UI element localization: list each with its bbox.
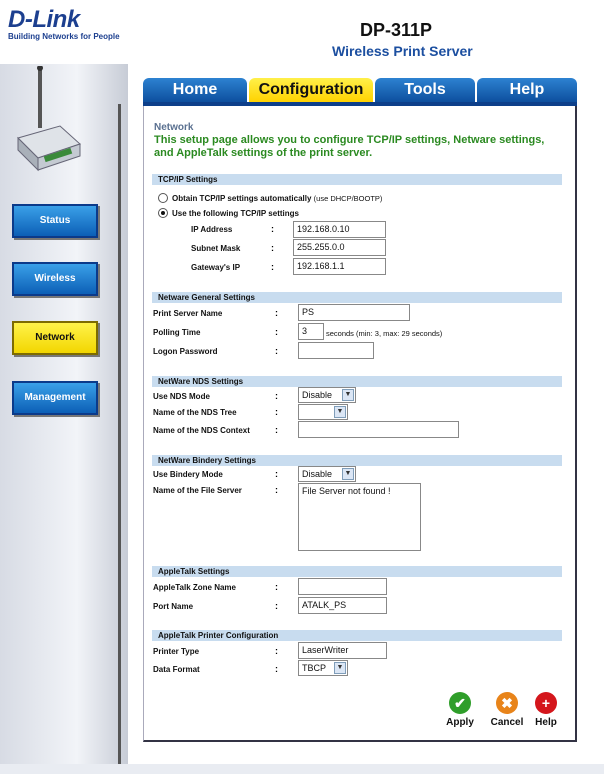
bindery-section-header: NetWare Bindery Settings <box>152 455 562 466</box>
zone-name-label: AppleTalk Zone Name <box>153 583 236 592</box>
printer-section-header: AppleTalk Printer Configuration <box>152 630 562 641</box>
ip-address-input[interactable]: 192.168.0.10 <box>293 221 386 238</box>
page-header <box>0 0 604 64</box>
print-server-name-label: Print Server Name <box>153 309 223 318</box>
polling-time-note: seconds (min: 3, max: 29 seconds) <box>326 329 443 338</box>
obtain-auto-label: Obtain TCP/IP settings automatically (use DHCP/BOOTP) <box>172 194 383 203</box>
dlink-logo: D-Link Building Networks for People <box>8 6 120 41</box>
netware-section-header: Netware General Settings <box>152 292 562 303</box>
nds-mode-label: Use NDS Mode <box>153 392 210 401</box>
colon: : <box>275 664 278 674</box>
polling-time-input[interactable]: 3 <box>298 323 324 340</box>
ip-address-label: IP Address <box>191 225 233 234</box>
colon: : <box>271 243 274 253</box>
help-button[interactable]: + Help <box>526 692 566 728</box>
printer-type-input[interactable]: LaserWriter <box>298 642 387 659</box>
chevron-down-icon: ▼ <box>334 406 346 418</box>
sidebar-divider <box>118 104 121 764</box>
gateway-input[interactable]: 192.168.1.1 <box>293 258 386 275</box>
file-server-list[interactable]: File Server not found ! <box>298 483 421 551</box>
colon: : <box>275 407 278 417</box>
colon: : <box>275 391 278 401</box>
nav-status-button[interactable]: Status <box>12 204 98 238</box>
page-description: This setup page allows you to configure TCP/IP settings, Netware settings, and AppleTalk settings of the print server. <box>154 134 545 159</box>
print-server-device-icon <box>14 66 84 176</box>
cancel-button[interactable]: ✖ Cancel <box>487 692 527 728</box>
appletalk-section-header: AppleTalk Settings <box>152 566 562 577</box>
colon: : <box>275 308 278 318</box>
checkmark-icon: ✔ <box>449 692 471 714</box>
colon: : <box>275 646 278 656</box>
nds-tree-select[interactable] <box>298 404 348 420</box>
port-name-label: Port Name <box>153 602 194 611</box>
use-following-radio[interactable] <box>158 208 168 218</box>
tab-help[interactable]: Help <box>477 78 577 102</box>
file-server-label: Name of the File Server <box>153 486 242 495</box>
obtain-auto-radio[interactable] <box>158 193 168 203</box>
help-plus-icon: + <box>535 692 557 714</box>
logon-password-input[interactable] <box>298 342 374 359</box>
cancel-x-icon: ✖ <box>496 692 518 714</box>
nav-management-button[interactable]: Management <box>12 381 98 415</box>
nav-network-button[interactable]: Network <box>12 321 98 355</box>
data-format-select[interactable]: TBCP ▼ <box>298 660 348 676</box>
chevron-down-icon: ▼ <box>342 389 354 401</box>
subnet-mask-label: Subnet Mask <box>191 244 241 253</box>
use-following-label: Use the following TCP/IP settings <box>172 209 299 218</box>
colon: : <box>275 485 278 495</box>
colon: : <box>275 601 278 611</box>
nav-wireless-button[interactable]: Wireless <box>12 262 98 296</box>
bottom-bar <box>0 764 604 774</box>
colon: : <box>271 224 274 234</box>
subnet-mask-input[interactable]: 255.255.0.0 <box>293 239 386 256</box>
tcpip-section-header: TCP/IP Settings <box>152 174 562 185</box>
colon: : <box>275 346 278 356</box>
colon: : <box>271 262 274 272</box>
chevron-down-icon: ▼ <box>342 468 354 480</box>
colon: : <box>275 425 278 435</box>
product-model: DP-311P <box>360 20 433 40</box>
nds-context-label: Name of the NDS Context <box>153 426 250 435</box>
bindery-mode-label: Use Bindery Mode <box>153 470 223 479</box>
zone-name-input[interactable] <box>298 578 387 595</box>
tab-home[interactable]: Home <box>143 78 247 102</box>
nds-mode-select[interactable]: Disable ▼ <box>298 387 356 403</box>
port-name-input[interactable]: ATALK_PS <box>298 597 387 614</box>
tab-tools[interactable]: Tools <box>375 78 475 102</box>
page-title: Network <box>154 122 194 133</box>
colon: : <box>275 469 278 479</box>
printer-type-label: Printer Type <box>153 647 200 656</box>
colon: : <box>275 582 278 592</box>
nds-context-input[interactable] <box>298 421 459 438</box>
nds-tree-label: Name of the NDS Tree <box>153 408 237 417</box>
polling-time-label: Polling Time <box>153 328 201 337</box>
data-format-label: Data Format <box>153 665 200 674</box>
bindery-mode-select[interactable]: Disable ▼ <box>298 466 356 482</box>
content-panel <box>143 106 577 742</box>
chevron-down-icon: ▼ <box>334 662 346 674</box>
gateway-label: Gateway's IP <box>191 263 241 272</box>
colon: : <box>275 327 278 337</box>
tab-configuration[interactable]: Configuration <box>249 78 373 102</box>
top-tabs <box>143 78 577 102</box>
print-server-name-input[interactable]: PS <box>298 304 410 321</box>
nds-section-header: NetWare NDS Settings <box>152 376 562 387</box>
logon-password-label: Logon Password <box>153 347 218 356</box>
apply-button[interactable]: ✔ Apply <box>440 692 480 728</box>
product-name: Wireless Print Server <box>332 43 473 59</box>
